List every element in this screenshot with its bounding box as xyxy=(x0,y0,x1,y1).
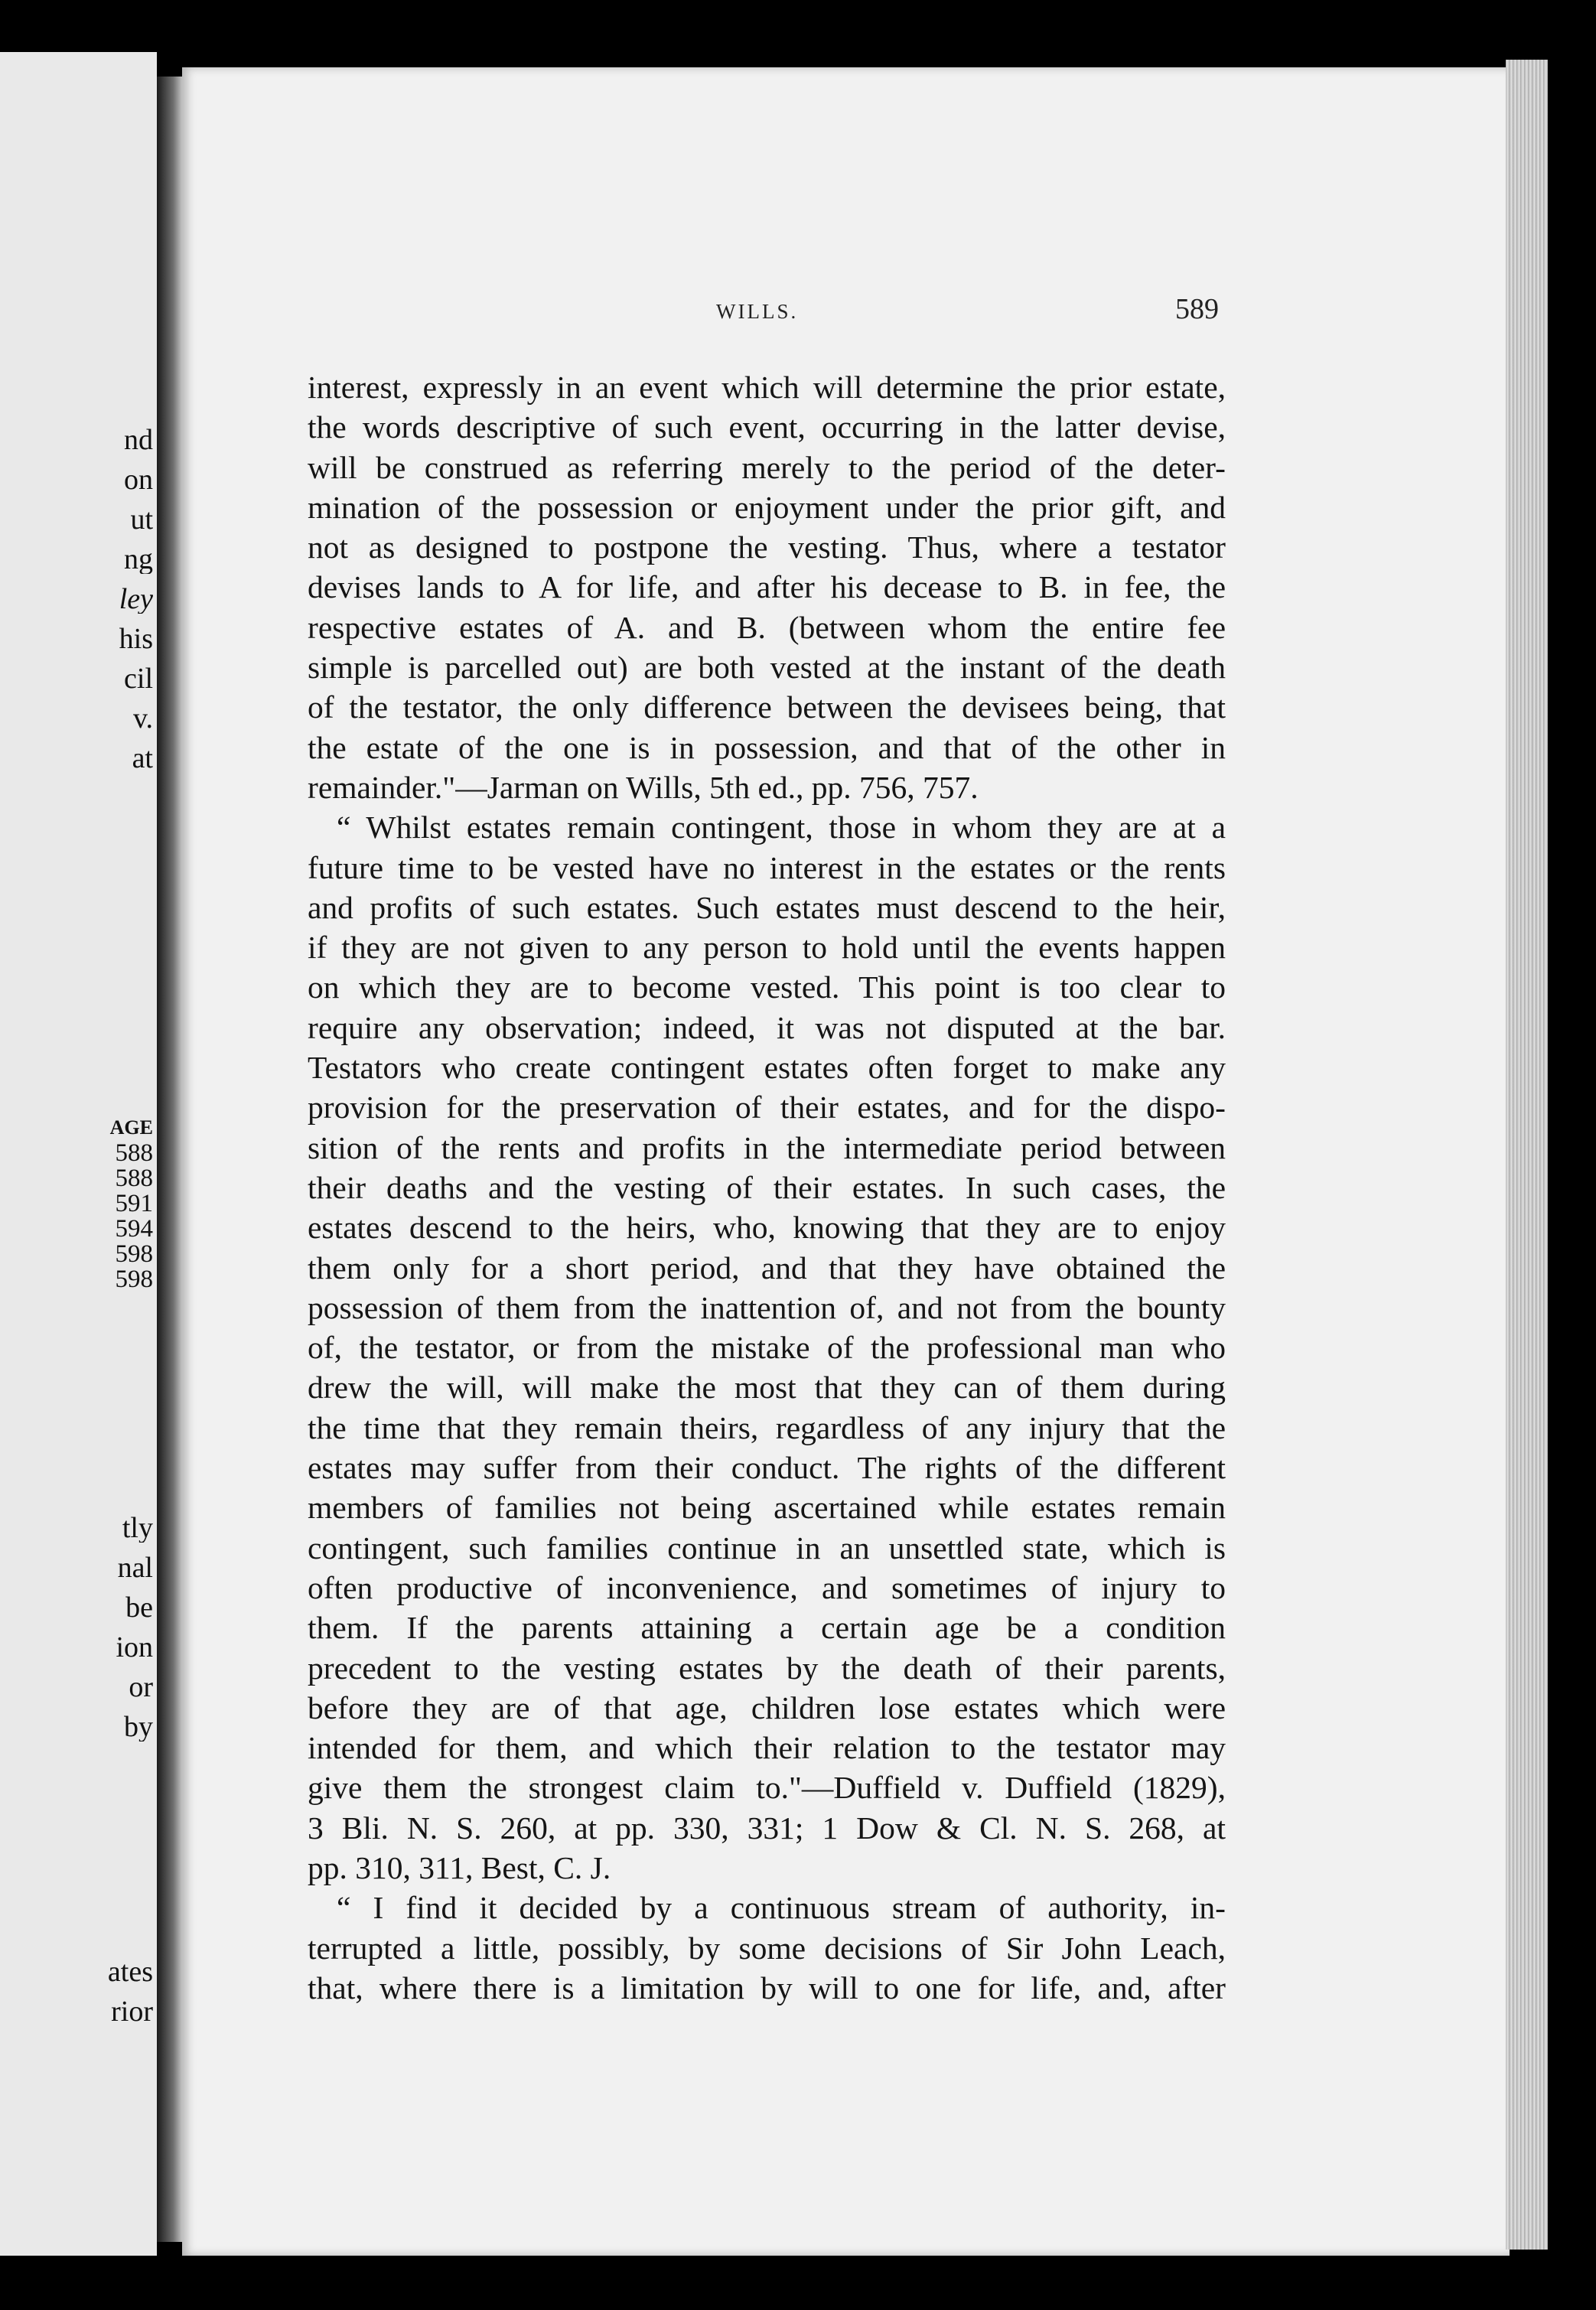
text-line: their deaths and the vesting of their estates. In such cases, the xyxy=(308,1169,1226,1205)
text-line: often productive of inconvenience, and sometimes of injury to xyxy=(308,1569,1226,1605)
text-line: mination of the possession or enjoyment under the prior gift, and xyxy=(308,489,1226,525)
text-line: future time to be vested have no interest in the estates or the rents xyxy=(308,849,1226,885)
text-line: “ Whilst estates remain contingent, those in whom they are at a xyxy=(337,810,1226,845)
text-line: 3 Bli. N. S. 260, at pp. 330, 331; 1 Dow & Cl. N. S. 268, at xyxy=(308,1810,1226,1846)
text-line: simple is parcelled out) are both vested at the instant of the death xyxy=(308,650,1226,686)
text-line: respective estates of A. and B. (between whom the entire fee xyxy=(308,609,1226,645)
text-line: the time that they remain theirs, regardless of any injury that the xyxy=(308,1409,1226,1445)
text-line: them. If the parents attaining a certain age be a condition xyxy=(308,1610,1226,1646)
text-line: if they are not given to any person to hold until the events happen xyxy=(308,930,1226,966)
text-line: of the testator, the only difference between the devisees being, that xyxy=(308,689,1226,725)
text-line: pp. 310, 311, Best, C. J. xyxy=(308,1849,611,1885)
text-line: that, where there is a limitation by will to one for life, and, after xyxy=(308,1970,1226,2005)
text-line: estates may suffer from their conduct. The rights of the different xyxy=(308,1450,1226,1486)
left-index-fragment: AGE xyxy=(109,1118,153,1138)
text-line: sition of the rents and profits in the intermediate period between xyxy=(308,1129,1226,1165)
text-line: estates descend to the heirs, who, knowing that they are to enjoy xyxy=(308,1210,1226,1246)
left-fragment: v. xyxy=(132,704,153,733)
text-line: before they are of that age, children lose estates which were xyxy=(308,1689,1226,1725)
text-line: give them the strongest claim to."—Duffield v. Duffield (1829), xyxy=(308,1770,1226,1806)
left-fragment: by xyxy=(124,1712,153,1741)
book-gutter xyxy=(157,77,184,2242)
text-line: “ I find it decided by a continuous stream of authority, in- xyxy=(337,1890,1226,1926)
left-fragment: or xyxy=(129,1673,153,1702)
left-fragment: ut xyxy=(130,505,153,534)
left-fragment: cil xyxy=(124,664,153,693)
text-line: remainder."—Jarman on Wills, 5th ed., pp. 756, 757. xyxy=(308,769,979,805)
text-line: and profits of such estates. Such estates must descend to the heir, xyxy=(308,889,1226,925)
page-number: 589 xyxy=(1175,293,1219,325)
left-index-fragment: 598 xyxy=(115,1267,153,1292)
left-index-fragment: 598 xyxy=(115,1242,153,1267)
text-line: the words descriptive of such event, occurring in the latter devise, xyxy=(308,409,1226,445)
left-fragment: rior xyxy=(111,1997,153,2026)
text-line: possession of them from the inattention of, and not from the bounty xyxy=(308,1289,1226,1325)
left-index-fragment: 588 xyxy=(115,1166,153,1191)
text-line: them only for a short period, and that they have obtained the xyxy=(308,1249,1226,1285)
body-text xyxy=(308,367,1226,2008)
text-line: provision for the preservation of their estates, and for the dispo- xyxy=(308,1090,1226,1126)
left-fragment: nd xyxy=(124,425,153,455)
text-line: will be construed as referring merely to the period of the deter- xyxy=(308,449,1226,485)
left-fragment: ley xyxy=(119,585,153,614)
text-line: of, the testator, or from the mistake of the professional man who xyxy=(308,1330,1226,1366)
left-fragment: be xyxy=(125,1593,153,1622)
text-line: devises lands to A for life, and after his decease to B. in fee, the xyxy=(308,569,1226,605)
left-fragment: on xyxy=(124,465,153,494)
left-fragment: his xyxy=(119,624,153,653)
text-line: intended for them, and which their relation to the testator may xyxy=(308,1730,1226,1766)
text-line: precedent to the vesting estates by the death of their parents, xyxy=(308,1650,1226,1686)
running-head: WILLS. xyxy=(716,300,799,323)
text-line: require any observation; indeed, it was not disputed at the bar. xyxy=(308,1009,1226,1045)
left-fragment: tly xyxy=(122,1513,153,1543)
left-index-fragment: 591 xyxy=(115,1191,153,1217)
text-line: the estate of the one is in possession, and that of the other in xyxy=(308,729,1226,765)
text-line: on which they are to become vested. This point is too clear to xyxy=(308,969,1226,1005)
left-fragment: ng xyxy=(124,545,153,574)
left-page-margin xyxy=(0,52,157,2256)
text-line: interest, expressly in an event which will determine the prior estate, xyxy=(308,370,1226,405)
left-fragment: ates xyxy=(107,1957,153,1986)
left-fragment: at xyxy=(132,744,153,773)
left-index-fragment: 594 xyxy=(115,1217,153,1242)
text-line: members of families not being ascertained while estates remain xyxy=(308,1490,1226,1526)
text-line: terrupted a little, possibly, by some decisions of Sir John Leach, xyxy=(308,1930,1226,1966)
page-edge-stack xyxy=(1506,60,1548,2250)
left-fragment: nal xyxy=(117,1553,153,1582)
text-line: contingent, such families continue in an unsettled state, which is xyxy=(308,1530,1226,1566)
text-line: drew the will, will make the most that they can of them during xyxy=(308,1370,1226,1406)
left-index-fragment: 588 xyxy=(115,1141,153,1166)
text-line: not as designed to postpone the vesting. Thus, where a testator xyxy=(308,529,1226,565)
text-line: Testators who create contingent estates often forget to make any xyxy=(308,1050,1226,1086)
left-fragment: ion xyxy=(116,1633,153,1662)
